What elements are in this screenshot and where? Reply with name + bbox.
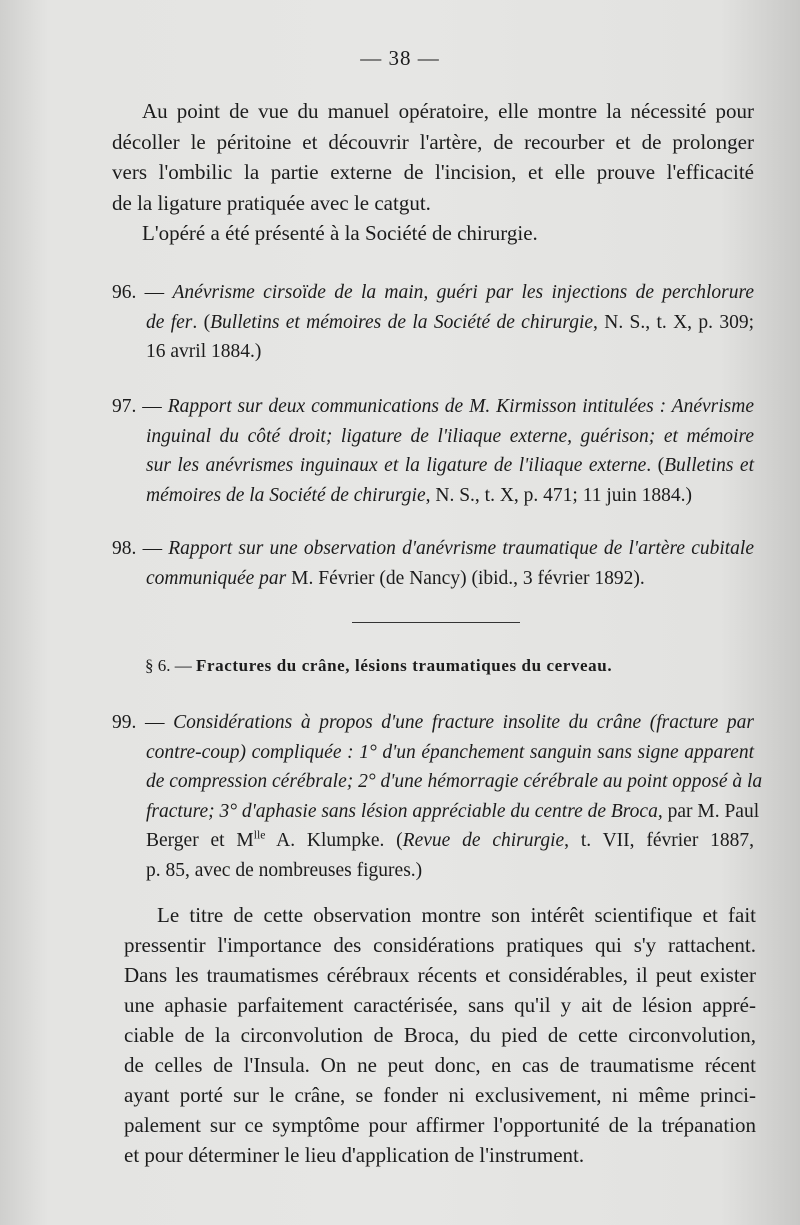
text-line: décoller le péritoine et découvrir l'artère, de recourber et de prolonger bbox=[112, 129, 754, 154]
reference-99 bbox=[112, 708, 763, 885]
intro-paragraph bbox=[112, 96, 754, 249]
body-paragraph bbox=[124, 900, 756, 1170]
text-line: L'opéré a été présenté à la Société de chirurgie. bbox=[142, 221, 538, 245]
reference-line: de fer. (Bulletins et mémoires de la Société de chirurgie, N. S., t. X, p. 309; bbox=[146, 311, 754, 333]
reference-line: 16 avril 1884.) bbox=[146, 341, 262, 362]
text-line: vers l'ombilic la partie externe de l'incision, et elle prouve l'efficacité bbox=[112, 160, 754, 184]
reference-line: contre-coup) compliquée : 1° d'un épanchement sanguin sans signe apparent bbox=[146, 741, 754, 763]
reference-line: 96. — Anévrisme cirsoïde de la main, guéri par les injections de perchlorure bbox=[112, 282, 754, 303]
reference-line: p. 85, avec de nombreuses figures.) bbox=[146, 859, 423, 881]
reference-line: Berger et $M^{lle}$ A. Klumpke. (Revue de chirurgie, t. VII, février 1887, bbox=[146, 828, 754, 851]
reference-line: fracture; 3° d'aphasie sans lésion appréciable du centre de Broca, par M. Paul bbox=[146, 800, 760, 822]
text-line: et pour déterminer le lieu d'application de l'instrument. bbox=[124, 1143, 585, 1167]
section-number: § 6. — bbox=[145, 656, 196, 675]
text-line: Au point de vue du manuel opératoire, elle montre la nécessité pour bbox=[142, 99, 754, 123]
text-line: ayant porté sur le crâne, se fonder ni exclusivement, ni même princi- bbox=[124, 1083, 756, 1107]
text-line: de celles de l'Insula. On ne peut donc, en cas de traumatisme récent bbox=[124, 1053, 756, 1077]
reference-97 bbox=[112, 392, 754, 510]
text-line: de la ligature pratiquée avec le catgut. bbox=[112, 190, 431, 215]
section-heading bbox=[145, 656, 745, 676]
reference-line: sur les anévrismes inguinaux et la ligature de l'iliaque externe. (Bulletins et bbox=[146, 455, 755, 476]
text-line: pressentir l'importance des considérations pratiques qui s'y rattachent. bbox=[124, 933, 756, 957]
text-line: Le titre de cette observation montre son intérêt scientifique et fait bbox=[157, 903, 756, 927]
reference-line: 98. — Rapport sur une observation d'anévrisme traumatique de l'artère cubitale bbox=[112, 538, 755, 559]
section-title: Fractures du crâne, lésions traumatiques du cerveau. bbox=[196, 656, 613, 675]
reference-line: de compression cérébrale; 2° d'une hémorragie cérébrale au point opposé à la bbox=[146, 771, 763, 792]
page-number: — 38 — bbox=[360, 46, 440, 70]
text-line: ciable de la circonvolution de Broca, du pied de cette circonvolution, bbox=[124, 1023, 756, 1047]
reference-96 bbox=[112, 278, 754, 367]
reference-line: 99. — Considérations à propos d'une fracture insolite du crâne (fracture par bbox=[112, 712, 755, 733]
reference-line: 97. — Rapport sur deux communications de M. Kirmisson intitulées : Anévrisme bbox=[112, 396, 755, 417]
text-line: Dans les traumatismes cérébraux récents et considérables, il peut exister bbox=[124, 963, 756, 987]
reference-line: inguinal du côté droit; ligature de l'iliaque externe, guérison; et mémoire bbox=[146, 425, 754, 447]
text-line: une aphasie parfaitement caractérisée, sans qu'il y ait de lésion appré- bbox=[124, 993, 756, 1017]
text-line: palement sur ce symptôme pour affirmer l'opportunité de la trépanation bbox=[124, 1113, 756, 1137]
reference-98 bbox=[112, 534, 754, 593]
reference-line: mémoires de la Société de chirurgie, N. S., t. X, p. 471; 11 juin 1884.) bbox=[146, 484, 692, 506]
section-divider bbox=[352, 622, 520, 623]
reference-line: communiquée par M. Février (de Nancy) (ibid., 3 février 1892). bbox=[146, 567, 645, 589]
